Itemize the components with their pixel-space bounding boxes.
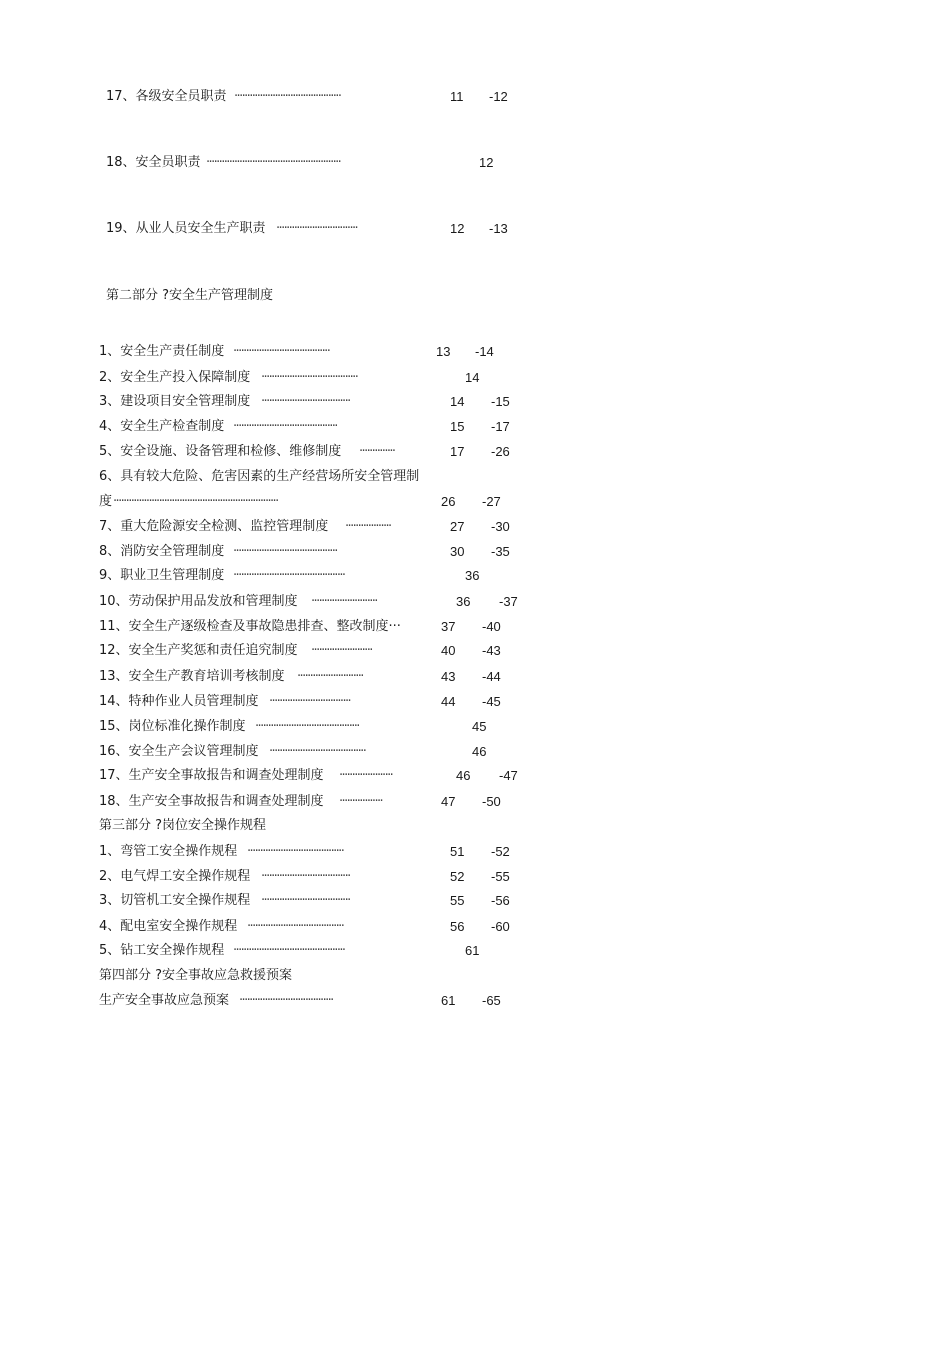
toc-entry-title: 度 xyxy=(99,494,113,509)
toc-entry-leader: ·········································· xyxy=(234,89,341,104)
toc-entry xyxy=(106,220,526,238)
toc-entry xyxy=(99,668,519,686)
toc-entry-title: 1、弯管工安全操作规程 xyxy=(99,844,238,859)
toc-entry-page-to: -37 xyxy=(499,594,518,609)
toc-entry-title: 14、特种作业人员管理制度 xyxy=(99,694,259,709)
toc-entry-page-from: 12 xyxy=(479,155,494,170)
toc-entry-page-to: -52 xyxy=(491,844,510,859)
toc-entry-page-to: -27 xyxy=(482,494,501,509)
toc-entry xyxy=(99,843,519,861)
toc-entry-leader: ·························· xyxy=(311,594,377,609)
toc-entry-page-from: 56 xyxy=(450,919,465,934)
toc-entry xyxy=(99,468,519,486)
toc-entry-leader: ························ xyxy=(311,643,372,658)
toc-entry-page-to: -35 xyxy=(491,544,510,559)
toc-entry xyxy=(99,642,519,660)
toc-entry-title: 10、劳动保护用品发放和管理制度 xyxy=(99,594,298,609)
toc-entry-page-from: 11 xyxy=(450,89,464,104)
toc-entry-leader: ······································ xyxy=(261,370,358,385)
toc-entry xyxy=(99,393,519,411)
toc-entry-page-to: -47 xyxy=(499,768,518,783)
toc-entry xyxy=(99,518,519,536)
toc-entry-page-from: 12 xyxy=(450,221,465,236)
toc-entry-page-to: -12 xyxy=(489,89,508,104)
toc-entry-leader: ·············· xyxy=(359,444,395,459)
toc-entry-leader: ··································· xyxy=(261,869,350,884)
toc-entry-leader: ·················· xyxy=(345,519,391,534)
toc-entry-leader: ································ xyxy=(269,694,351,709)
toc-entry-title: 9、职业卫生管理制度 xyxy=(99,568,225,583)
toc-entry-leader: ········································· xyxy=(233,544,337,559)
toc-entry-page-to: -44 xyxy=(482,669,501,684)
toc-entry-page-from: 36 xyxy=(465,568,480,583)
toc-entry-page-from: 26 xyxy=(441,494,456,509)
section-heading: 第三部分 ?岗位安全操作规程 xyxy=(99,818,267,833)
toc-entry-title: 8、消防安全管理制度 xyxy=(99,544,225,559)
toc-entry-page-to: -26 xyxy=(491,444,510,459)
toc-entry-title: 生产安全事故应急预案 xyxy=(99,993,230,1008)
toc-entry-title: 17、各级安全员职责 xyxy=(106,89,227,104)
toc-entry xyxy=(99,543,519,561)
toc-entry-page-from: 30 xyxy=(450,544,465,559)
toc-entry-leader: ····················································· xyxy=(206,155,341,170)
toc-entry-title: 5、安全设施、设备管理和检修、维修制度 xyxy=(99,444,342,459)
toc-entry-page-to: -56 xyxy=(491,893,510,908)
toc-entry-leader: ····································· xyxy=(239,993,333,1008)
toc-entry-page-to: -15 xyxy=(491,394,510,409)
toc-entry-leader: ········································· xyxy=(233,419,337,434)
toc-entry-page-from: 37 xyxy=(441,619,456,634)
toc-entry-leader: ······································ xyxy=(247,919,344,934)
toc-entry-page-to: -50 xyxy=(482,794,501,809)
toc-entry-page-to: -60 xyxy=(491,919,510,934)
toc-entry-title: 16、安全生产会议管理制度 xyxy=(99,744,259,759)
toc-entry-title: 2、电气焊工安全操作规程 xyxy=(99,869,251,884)
toc-entry-page-from: 14 xyxy=(465,370,480,385)
toc-entry-title: 18、生产安全事故报告和调查处理制度 xyxy=(99,794,324,809)
toc-entry-page-to: -30 xyxy=(491,519,510,534)
toc-entry xyxy=(99,567,519,585)
toc-entry-title: 5、钻工安全操作规程 xyxy=(99,943,225,958)
toc-entry-page-from: 13 xyxy=(436,344,451,359)
toc-entry-page-to: -40 xyxy=(482,619,501,634)
toc-entry-leader: ········································· xyxy=(255,719,359,734)
toc-entry xyxy=(99,418,519,436)
toc-entry xyxy=(99,343,519,361)
toc-entry-title: 13、安全生产教育培训考核制度 xyxy=(99,669,285,684)
toc-entry-page-from: 55 xyxy=(450,893,465,908)
toc-entry-title: 4、配电室安全操作规程 xyxy=(99,919,238,934)
toc-entry-page-to: -65 xyxy=(482,993,501,1008)
toc-entry-page-to: -43 xyxy=(482,643,501,658)
toc-entry xyxy=(106,154,526,172)
toc-entry xyxy=(99,718,519,736)
toc-entry-leader: ································································· xyxy=(113,494,278,509)
toc-entry-page-from: 46 xyxy=(456,768,471,783)
toc-entry xyxy=(99,743,519,761)
toc-entry xyxy=(106,88,526,106)
toc-entry-page-from: 36 xyxy=(456,594,471,609)
toc-entry xyxy=(99,618,519,636)
toc-entry-title: 17、生产安全事故报告和调查处理制度 xyxy=(99,768,324,783)
toc-entry-page-to: -45 xyxy=(482,694,501,709)
toc-entry xyxy=(99,918,519,936)
toc-entry-page-from: 45 xyxy=(472,719,487,734)
toc-entry-page-from: 47 xyxy=(441,794,456,809)
toc-entry-title: 15、岗位标准化操作制度 xyxy=(99,719,246,734)
toc-entry-page-from: 46 xyxy=(472,744,487,759)
toc-entry xyxy=(99,443,519,461)
toc-entry-leader: ············································ xyxy=(233,943,345,958)
toc-entry-page-from: 15 xyxy=(450,419,465,434)
toc-entry-page-from: 14 xyxy=(450,394,465,409)
toc-entry xyxy=(99,868,519,886)
toc-entry-leader: ······································ xyxy=(269,744,366,759)
toc-entry xyxy=(99,593,519,611)
toc-entry xyxy=(99,992,519,1010)
toc-entry-page-from: 27 xyxy=(450,519,465,534)
section-heading: 第四部分 ?安全事故应急救援预案 xyxy=(99,968,293,983)
toc-entry-page-from: 52 xyxy=(450,869,465,884)
toc-entry-page-to: -14 xyxy=(475,344,494,359)
toc-entry-leader: ············································ xyxy=(233,568,345,583)
toc-entry xyxy=(99,892,519,910)
toc-entry-title: 3、切管机工安全操作规程 xyxy=(99,893,251,908)
toc-entry-title: 1、安全生产责任制度 xyxy=(99,344,225,359)
toc-entry-title: 12、安全生产奖惩和责任追究制度 xyxy=(99,643,298,658)
toc-entry-leader: ··································· xyxy=(261,394,350,409)
toc-entry xyxy=(99,942,519,960)
toc-entry-title: 18、安全员职责 xyxy=(106,155,201,170)
toc-entry-page-from: 17 xyxy=(450,444,465,459)
toc-entry-leader: ················· xyxy=(339,794,383,809)
toc-entry-title: 4、安全生产检查制度 xyxy=(99,419,225,434)
toc-entry-title: 11、安全生产逐级检查及事故隐患排查、整改制度··· xyxy=(99,619,401,634)
toc-entry xyxy=(99,693,519,711)
toc-entry-leader: ······································ xyxy=(233,344,330,359)
toc-entry-page-to: -17 xyxy=(491,419,510,434)
toc-entry-leader: ······································ xyxy=(247,844,344,859)
toc-entry-page-from: 61 xyxy=(441,993,456,1008)
toc-entry-title: 2、安全生产投入保障制度 xyxy=(99,370,251,385)
toc-entry-page-from: 44 xyxy=(441,694,456,709)
toc-entry xyxy=(99,793,519,811)
toc-entry-continuation xyxy=(99,493,519,511)
section-heading: 第二部分 ?安全生产管理制度 xyxy=(106,288,274,303)
toc-entry-page-from: 51 xyxy=(450,844,465,859)
toc-entry-title: 6、具有较大危险、危害因素的生产经营场所安全管理制 xyxy=(99,469,420,484)
toc-entry-title: 19、从业人员安全生产职责 xyxy=(106,221,266,236)
toc-entry-page-to: -55 xyxy=(491,869,510,884)
toc-entry-page-from: 40 xyxy=(441,643,456,658)
toc-entry-leader: ··································· xyxy=(261,893,350,908)
toc-entry-leader: ································ xyxy=(276,221,358,236)
toc-entry-title: 3、建设项目安全管理制度 xyxy=(99,394,251,409)
toc-entry xyxy=(99,369,519,387)
toc-entry-page-from: 43 xyxy=(441,669,456,684)
toc-entry-title: 7、重大危险源安全检测、监控管理制度 xyxy=(99,519,329,534)
toc-entry xyxy=(99,767,519,785)
toc-entry-page-to: -13 xyxy=(489,221,508,236)
toc-entry-leader: ····················· xyxy=(339,768,393,783)
toc-entry-page-from: 61 xyxy=(465,943,480,958)
toc-entry-leader: ·························· xyxy=(297,669,363,684)
